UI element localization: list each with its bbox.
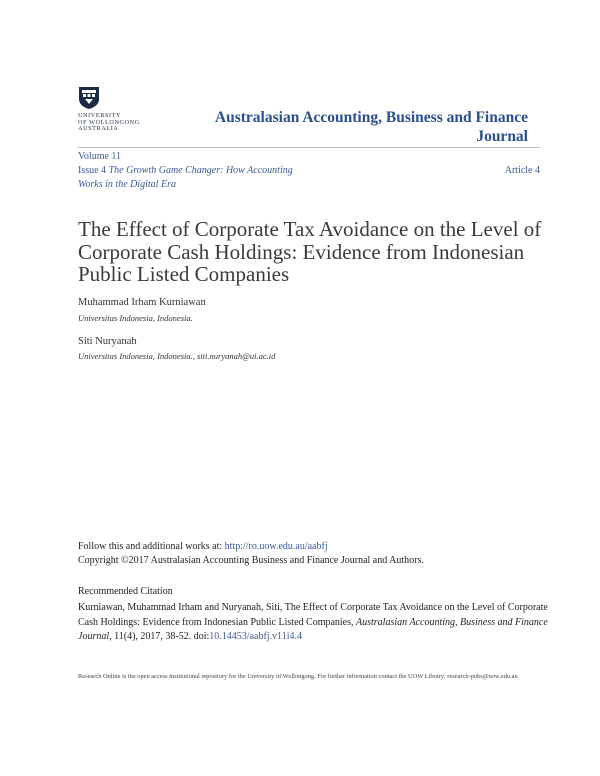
author-name[interactable]: Muhammad Irham Kurniawan (78, 297, 206, 308)
university-name-line-3: AUSTRALIA (78, 125, 119, 133)
footer-text: Research Online is the open access institutional repository for the University of Wollongong. For further information contact the UOW Library: (78, 673, 448, 680)
author-affiliation: Universitas Indonesia, Indonesia., siti.nuryanah@ui.ac.id (78, 351, 276, 361)
article-link[interactable]: Article 4 (504, 165, 540, 176)
citation-heading: Recommended Citation (78, 586, 173, 597)
journal-title[interactable]: Australasian Accounting, Business and Finance Journal (214, 109, 528, 145)
citation-part-1: Kurniawan, Muhammad Irham and Nuryanah, Siti, The Effect of Corporate Tax Avoidance on the Level of Corporate Cash Holdings: Evidence from Indonesian Public Listed Companies, (78, 602, 548, 628)
volume-link[interactable]: Volume 11 (78, 151, 122, 162)
issue-title: The Growth Game Changer: How Accounting Works in the Digital Era (78, 165, 293, 190)
follow-text: Follow this and additional works at: (78, 541, 225, 552)
university-name-line-2: OF WOLLONGONG (78, 118, 140, 126)
header-divider (78, 147, 540, 148)
citation-text (78, 601, 548, 645)
repository-link[interactable]: http://ro.uow.edu.au/aabfj (224, 541, 328, 552)
issue-number: Issue 4 (78, 165, 107, 176)
repository-footer (78, 672, 548, 682)
university-crest-icon (78, 86, 100, 110)
paper-title[interactable]: The Effect of Corporate Tax Avoidance on the Level of Corporate Cash Holdings: Evidence from Indonesian Public Listed Companies (78, 217, 542, 286)
university-logo[interactable] (78, 86, 144, 133)
footer-email[interactable]: research-pubs@uow.edu.au (447, 673, 518, 680)
doi-link[interactable]: 10.14453/aabfj.v11i4.4 (209, 631, 302, 642)
issue-link[interactable] (78, 164, 318, 192)
author-affiliation: Universitas Indonesia, Indonesia. (78, 313, 193, 323)
follow-line (78, 541, 328, 552)
university-name-line-1: UNIVERSITY (78, 112, 122, 119)
citation-part-2: , 11(4), 2017, 38-52. doi: (109, 631, 210, 642)
author-name[interactable]: Siti Nuryanah (78, 336, 137, 347)
copyright-notice: Copyright ©2017 Australasian Accounting Business and Finance Journal and Authors. (78, 555, 424, 566)
citation-journal: Australasian Accounting, Business and Finance Journal (78, 616, 548, 642)
